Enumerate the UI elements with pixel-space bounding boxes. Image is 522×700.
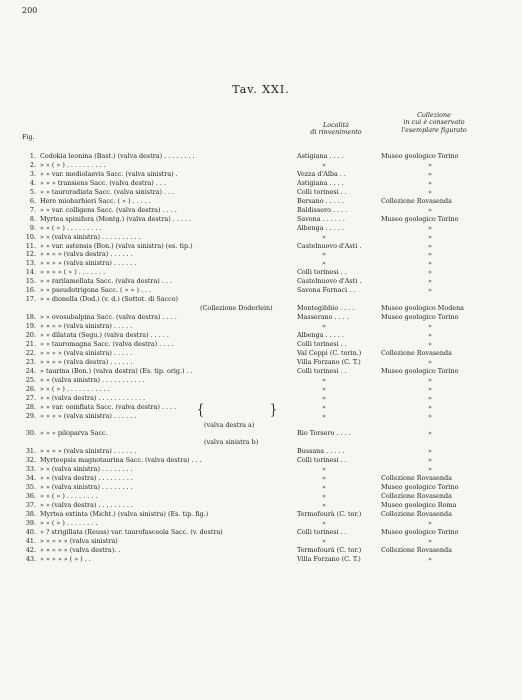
figure-row [0, 224, 522, 232]
figure-row [0, 268, 522, 276]
figure-row [0, 492, 522, 500]
figure-row [0, 286, 522, 294]
figure-collection: » [428, 277, 432, 286]
figure-locality: » [322, 411, 326, 420]
figure-description: » » » » (valva sinistra) . . . . . . [40, 259, 137, 268]
figure-number: 21. [25, 339, 36, 348]
figure-description: » » var. astensis (Bon.) (valva sinistra) (es. tip.) [40, 241, 193, 250]
figure-collection: Museo geologico Torino [381, 527, 459, 536]
figure-row [0, 170, 522, 178]
figure-number: 2. [29, 160, 36, 169]
figure-number: 15. [25, 277, 36, 286]
figure-collection: » [428, 286, 432, 295]
figure-number: 39. [25, 518, 36, 527]
figure-collection: Collezione Rovasenda [381, 474, 452, 483]
figure-description: » » (valva sinistra) . . . . . . . . [40, 465, 133, 474]
figure-collection: » [428, 322, 432, 331]
figure-row [0, 358, 522, 366]
figure-collection: Collezione Rovasenda [381, 492, 452, 501]
figure-description: » » » » (valva sinistra) . . . . . [40, 348, 133, 357]
figure-row [0, 179, 522, 187]
figure-row [0, 206, 522, 214]
figure-description: » » » transiens Sacc. (valva destra) . . . [40, 178, 166, 187]
figure-row [0, 465, 522, 473]
figure-row [0, 250, 522, 258]
figure-description: » » dionella (Dod.) (v. d.) (Sottot. di Sacco) [40, 295, 179, 304]
brace-mark: } [270, 400, 277, 418]
figure-row [0, 474, 522, 482]
figure-locality: » [322, 259, 326, 268]
figure-locality: Vezza d'Alba . . [297, 169, 346, 178]
figure-locality: Colli torinesi . . [297, 366, 347, 375]
figure-number: 8. [29, 214, 36, 223]
figure-collection: » [428, 205, 432, 214]
figure-description: » ? strigillata (Reuss) var. taurofasceola Sacc. (v. destra) [40, 527, 223, 536]
figure-number: 32. [25, 456, 36, 465]
figure-description: » » (valva destra) . . . . . . . . . [40, 501, 133, 510]
figure-collection: Museo geologico Roma [381, 501, 457, 510]
figure-number: 26. [25, 384, 36, 393]
figure-row [0, 438, 522, 446]
figure-row [0, 242, 522, 250]
figure-description: » » (valva destra) . . . . . . . . . . . . [40, 393, 146, 402]
figure-number: 38. [25, 510, 36, 518]
figure-collection: Museo geologico Torino [381, 313, 459, 322]
figure-description: » » » » (valva sinistra) . . . . . [40, 322, 133, 331]
figure-number: 23. [25, 357, 36, 366]
figure-number: 11. [25, 241, 36, 250]
figure-number: 25. [25, 375, 36, 384]
figure-row [0, 349, 522, 357]
figure-row [0, 385, 522, 393]
figure-description: » » ( » ) . . . . . . . . . . . [40, 384, 110, 393]
figure-number: 5. [29, 187, 36, 196]
figure-number: 36. [25, 492, 36, 501]
figure-locality: Masserano . . . . [297, 313, 349, 322]
figure-locality: Termofourà (C. tor.) [297, 510, 362, 518]
figure-description: » » » piloparva Sacc. [40, 429, 108, 438]
figure-locality: » [322, 402, 326, 411]
figure-row [0, 447, 522, 455]
figure-collection: » [428, 402, 432, 411]
figure-number: 41. [25, 536, 36, 545]
figure-row [0, 331, 522, 339]
figure-locality: » [322, 393, 326, 402]
figure-number: 3. [29, 169, 36, 178]
figure-locality: Colli torinesi . . [297, 268, 347, 277]
figure-row [0, 501, 522, 509]
figure-description: Codokia leonina (Bast.) (valva destra) . . . . . . . . [40, 152, 195, 160]
figure-collection: Museo geologico Torino [381, 483, 459, 492]
figure-description: » » » » (valva destra) . . . . . . [40, 357, 133, 366]
figure-collection: Collezione Rovasenda [381, 348, 452, 357]
figure-number: 28. [25, 402, 36, 411]
figure-collection: » [428, 223, 432, 232]
figure-description: (valva destra a) [204, 420, 255, 429]
figure-row [0, 394, 522, 402]
figure-collection: » [428, 357, 432, 366]
figure-number: 4. [29, 178, 36, 187]
figure-locality: » [322, 501, 326, 510]
figure-description: » » ( » ) . . . . . . . . [40, 492, 98, 501]
figure-row [0, 313, 522, 321]
figure-collection: » [428, 339, 432, 348]
figure-description: » » » » » (valva sinistra) [40, 536, 118, 545]
figure-number: 16. [25, 286, 36, 295]
figure-row [0, 528, 522, 536]
figure-collection: » [428, 375, 432, 384]
figure-collection: » [428, 232, 432, 241]
figure-locality: Rio Torsero . . . . [297, 429, 351, 438]
figure-collection: » [428, 187, 432, 196]
figure-number: 17. [25, 295, 36, 304]
figure-locality: Termofourà (C. tor.) [297, 545, 362, 554]
figure-locality: Castelnuovo d'Asti . [297, 241, 362, 250]
figure-collection: Collezione Rovasenda [381, 196, 452, 205]
figure-row [0, 456, 522, 464]
figure-row [0, 322, 522, 330]
figure-locality: » [322, 160, 326, 169]
figure-description: » » » » ( » ) . . . . . . . [40, 268, 106, 277]
figure-number: 43. [25, 554, 36, 563]
figure-collection: Museo geologico Modena [381, 304, 464, 313]
figure-collection: Collezione Rovasenda [381, 510, 452, 518]
figure-description: » » var. colligens Sacc. (valva destra) . . . . [40, 205, 177, 214]
figure-number: 1. [29, 152, 36, 160]
figure-description: » » dilatata (Segu.) (valva destra) . . . . . [40, 331, 169, 339]
figure-description: » » rarilamellata Sacc. (valva destra) . . . [40, 277, 172, 286]
figure-locality: Colli torinesi . . [297, 187, 347, 196]
figure-collection: » [428, 465, 432, 474]
figure-description: » » » » (valva sinistra) . . . . . . [40, 411, 137, 420]
figure-description: » » ( » ) . . . . . . . . . [40, 223, 102, 232]
figure-locality: Villa Forzano (C. T.) [297, 554, 361, 563]
figure-row [0, 152, 522, 160]
figure-collection: » [428, 259, 432, 268]
figure-description: » » (valva destra) . . . . . . . . . [40, 474, 133, 483]
figure-number: 33. [25, 465, 36, 474]
figure-locality: Albenga . . . . . [297, 331, 344, 339]
figure-number: 31. [25, 447, 36, 456]
plate-title: Tav. XXI. [232, 83, 290, 96]
figure-description: (Collezione Doderlein) [200, 304, 273, 313]
figure-locality: » [322, 384, 326, 393]
figure-row [0, 510, 522, 518]
figure-collection: Museo geologico Torino [381, 366, 459, 375]
figure-collection: » [428, 250, 432, 259]
figure-collection: » [428, 393, 432, 402]
figure-number: 13. [25, 259, 36, 268]
figure-number: 22. [25, 348, 36, 357]
figure-locality: Astigiana . . . . [297, 152, 344, 160]
figure-locality: » [322, 474, 326, 483]
figure-locality: Montegibbio . . . . [297, 304, 355, 313]
figure-description: » » ( » ) . . . . . . . . [40, 518, 98, 527]
figure-locality: » [322, 465, 326, 474]
figure-description: » » ovosubalpina Sacc. (valva destra) . . . . [40, 313, 177, 322]
collection-header-line: Collezione [417, 111, 451, 119]
locality-header-line: Località [323, 121, 349, 129]
figure-collection: » [428, 429, 432, 438]
figure-description: » » » » » (valva destra). . [40, 545, 121, 554]
figure-number: 19. [25, 322, 36, 331]
collection-header [380, 112, 488, 134]
figure-row [0, 429, 522, 437]
figure-locality: » [322, 492, 326, 501]
locality-header-line: di rinvenimento [310, 128, 362, 137]
figure-description: » taurina (Bon.) (valva destra) (Es. tip. orig.) . . [40, 366, 193, 375]
figure-number: 18. [25, 313, 36, 322]
figure-number: 9. [29, 223, 36, 232]
figure-number: 42. [25, 545, 36, 554]
figure-number: 6. [29, 196, 36, 205]
figure-number: 30. [25, 429, 36, 438]
figure-description: » » » » (valva destra) . . . . . . [40, 250, 133, 259]
figure-row [0, 197, 522, 205]
figure-number: 34. [25, 474, 36, 483]
figure-collection: Museo geologico Torino [381, 152, 459, 160]
figure-collection: » [428, 554, 432, 563]
figure-row [0, 376, 522, 384]
figure-description: » » tauroradiata Sacc. (valva sinistra) . . . [40, 187, 175, 196]
figure-number: 27. [25, 393, 36, 402]
page-number: 200 [22, 6, 38, 15]
fig-header: Fig. [22, 133, 35, 141]
figure-row [0, 367, 522, 375]
figure-description: Myrteopsis magnotaurina Sacc. (valva destra) . . . [40, 456, 202, 465]
figure-collection: » [428, 536, 432, 545]
figure-collection: » [428, 447, 432, 456]
brace-mark: { [197, 400, 204, 418]
figure-number: 14. [25, 268, 36, 277]
figure-locality: Baldissero . . . . [297, 205, 348, 214]
figure-description: » » » » (valva sinistra) . . . . . . [40, 447, 137, 456]
figure-collection: » [428, 456, 432, 465]
locality-header [300, 122, 372, 137]
figure-locality: Colli torinesi . . [297, 527, 347, 536]
figure-locality: Val Ceppi (C. torin.) [297, 348, 362, 357]
figure-number: 24. [25, 366, 36, 375]
figure-number: 37. [25, 501, 36, 510]
figure-row [0, 403, 522, 411]
figure-locality: Savona . . . . . . [297, 214, 345, 223]
figure-locality: Bussana . . . . . [297, 447, 345, 456]
figure-row [0, 215, 522, 223]
figure-description: » » tauromagna Sacc. (valva destra) . . . . [40, 339, 174, 348]
figure-locality: » [322, 518, 326, 527]
figure-number: 12. [25, 250, 36, 259]
figure-collection: Collezione Rovasenda [381, 545, 452, 554]
figure-locality: Castelnuovo d'Asti . [297, 277, 362, 286]
figure-row [0, 519, 522, 527]
figure-row [0, 304, 522, 312]
figure-description: » » var. mediolaevis Sacc. (valva sinistra) . [40, 169, 178, 178]
figure-locality: Villa Forzano (C. T.) [297, 357, 361, 366]
figure-row [0, 421, 522, 429]
figure-collection: » [428, 268, 432, 277]
figure-row [0, 233, 522, 241]
figure-locality: Savona Fornaci . . [297, 286, 356, 295]
figure-row [0, 412, 522, 420]
figure-row [0, 161, 522, 169]
figure-collection: Museo geologico Torino [381, 214, 459, 223]
figure-locality: » [322, 232, 326, 241]
figure-number: 35. [25, 483, 36, 492]
figure-collection: » [428, 241, 432, 250]
figure-locality: Albenga . . . . . [297, 223, 344, 232]
figure-row [0, 537, 522, 545]
figure-collection: » [428, 411, 432, 420]
figure-row [0, 483, 522, 491]
figure-locality: Colli torinesi . . [297, 339, 347, 348]
figure-collection: » [428, 169, 432, 178]
figure-locality: » [322, 250, 326, 259]
figure-locality: Astigiana . . . . [297, 178, 344, 187]
figure-description: Here miobarbieri Sacc. ( » ) . . . . . [40, 196, 151, 205]
figure-description: » » ( » ) . . . . . . . . . . [40, 160, 106, 169]
collection-header-line: l'esemplare figurato [401, 125, 467, 134]
collection-header-line: in cui è conservato [403, 118, 465, 127]
figure-locality: » [322, 483, 326, 492]
figure-locality: » [322, 375, 326, 384]
figure-number: 29. [25, 411, 36, 420]
figure-locality: » [322, 322, 326, 331]
figure-description: » » (valva sinistra) . . . . . . . . . . . [40, 375, 145, 384]
figure-row [0, 259, 522, 267]
figure-description: » » (valva sinistra) . . . . . . . . [40, 483, 133, 492]
figure-collection: » [428, 178, 432, 187]
figure-number: 40. [25, 527, 36, 536]
figure-number: 10. [25, 232, 36, 241]
figure-locality: Colli torinesi . . [297, 456, 347, 465]
figure-row [0, 555, 522, 563]
figure-collection: » [428, 518, 432, 527]
figure-collection: » [428, 160, 432, 169]
figure-description: Myrtea spinifera (Montg.) (valva destra) . . . . . [40, 214, 192, 223]
figure-number: 20. [25, 331, 36, 339]
figure-description: » » var. ooinflata Sacc. (valva destra) . . . . [40, 402, 177, 411]
figure-row [0, 295, 522, 303]
figure-collection: » [428, 331, 432, 339]
figure-locality: » [322, 536, 326, 545]
figure-description: Myrtea extinta (Micht.) (valva sinistra) (Es. tip. fig.) [40, 510, 209, 518]
figure-collection: » [428, 384, 432, 393]
figure-number: 7. [29, 205, 36, 214]
figure-row [0, 188, 522, 196]
figure-locality: Bersano . . . . . [297, 196, 344, 205]
figure-row [0, 277, 522, 285]
figure-row [0, 546, 522, 554]
figure-row [0, 340, 522, 348]
figure-description: » » » » » ( » ) . . [40, 554, 91, 563]
figure-description: (valva sinistra b) [204, 438, 259, 447]
figure-description: » » pseudotrigona Sacc. ( » » ) . . . [40, 286, 152, 295]
figure-description: » » (valva sinistra) . . . . . . . . . . [40, 232, 141, 241]
